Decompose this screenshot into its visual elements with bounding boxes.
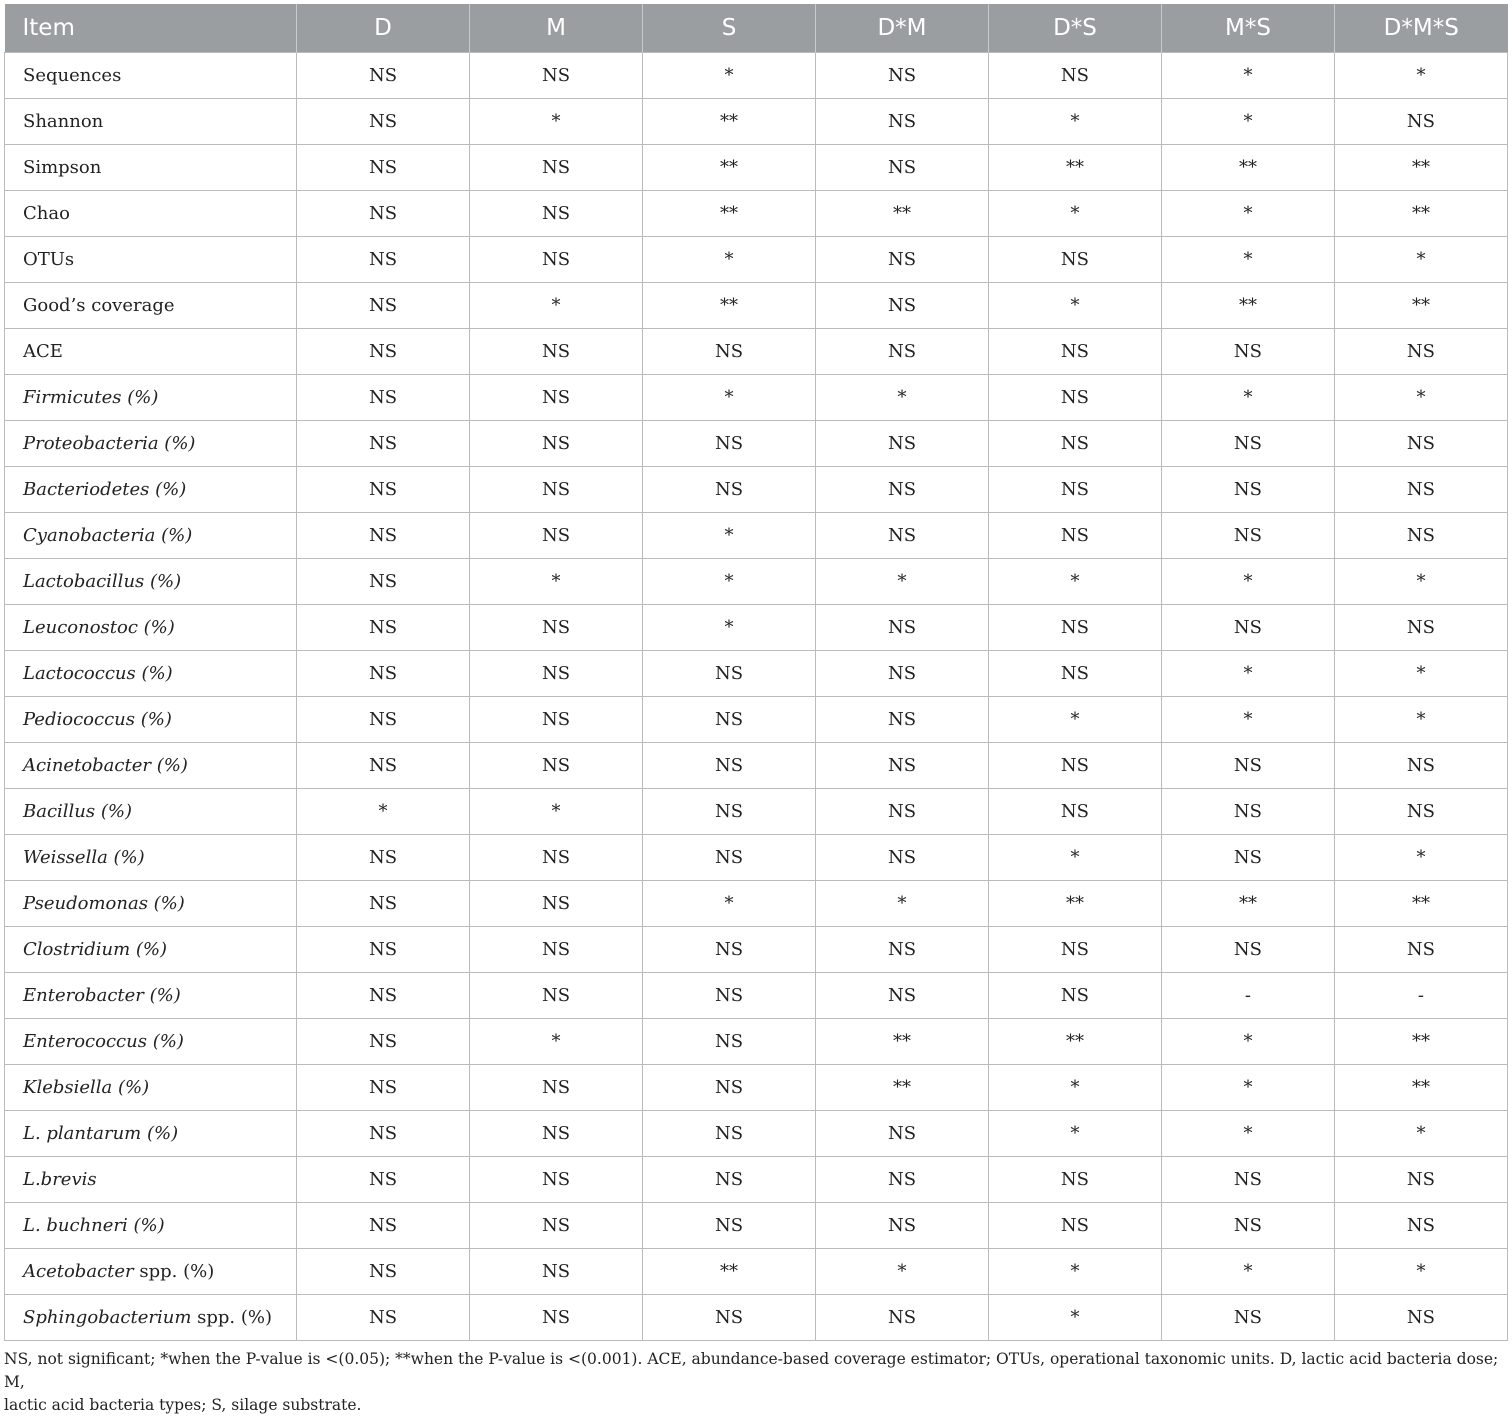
item-name: Good’s coverage xyxy=(23,295,175,316)
significance-cell: NS xyxy=(470,467,643,513)
column-header-d: D xyxy=(297,4,470,53)
significance-cell: NS xyxy=(816,329,989,375)
significance-cell: ** xyxy=(643,1249,816,1295)
significance-cell: NS xyxy=(1334,1295,1507,1341)
significance-cell: NS xyxy=(816,1203,989,1249)
significance-cell: * xyxy=(1334,835,1507,881)
item-name: Enterobacter (%) xyxy=(23,985,181,1006)
significance-cell: NS xyxy=(297,513,470,559)
item-name: Shannon xyxy=(23,111,104,132)
item-name: Enterococcus (%) xyxy=(23,1031,184,1052)
significance-cell: * xyxy=(1161,99,1334,145)
significance-cell: ** xyxy=(988,881,1161,927)
significance-cell: ** xyxy=(1334,1065,1507,1111)
significance-cell: NS xyxy=(1161,513,1334,559)
significance-cell: NS xyxy=(643,973,816,1019)
significance-cell: NS xyxy=(470,53,643,99)
footnote-line-2: lactic acid bacteria types; S, silage substrate. xyxy=(4,1396,362,1414)
significance-table xyxy=(4,4,1508,1341)
item-name: ACE xyxy=(23,341,63,362)
significance-cell: NS xyxy=(470,881,643,927)
row-item-label xyxy=(5,789,297,835)
significance-cell: ** xyxy=(988,1019,1161,1065)
significance-cell: NS xyxy=(988,743,1161,789)
row-item-label xyxy=(5,53,297,99)
significance-cell: NS xyxy=(816,283,989,329)
significance-cell: NS xyxy=(1334,467,1507,513)
significance-cell: NS xyxy=(1161,1203,1334,1249)
row-item-label xyxy=(5,283,297,329)
significance-cell: * xyxy=(988,835,1161,881)
item-name: OTUs xyxy=(23,249,75,270)
significance-cell: * xyxy=(297,789,470,835)
table-row xyxy=(5,283,1508,329)
significance-cell: ** xyxy=(1161,881,1334,927)
significance-cell: NS xyxy=(643,743,816,789)
significance-cell: NS xyxy=(470,927,643,973)
significance-cell: NS xyxy=(470,329,643,375)
significance-cell: NS xyxy=(988,605,1161,651)
significance-cell: NS xyxy=(816,789,989,835)
significance-cell: NS xyxy=(816,835,989,881)
significance-cell: ** xyxy=(643,191,816,237)
item-name: Sphingobacterium xyxy=(23,1307,192,1328)
significance-cell: NS xyxy=(643,651,816,697)
item-name: Acinetobacter (%) xyxy=(23,755,188,776)
significance-cell: NS xyxy=(1334,99,1507,145)
significance-cell: * xyxy=(643,605,816,651)
table-row xyxy=(5,513,1508,559)
significance-cell: NS xyxy=(988,467,1161,513)
significance-cell: ** xyxy=(988,145,1161,191)
table-row xyxy=(5,1019,1508,1065)
significance-cell: NS xyxy=(1334,1203,1507,1249)
significance-cell: NS xyxy=(816,697,989,743)
table-row xyxy=(5,559,1508,605)
row-item-label xyxy=(5,237,297,283)
significance-cell: * xyxy=(643,375,816,421)
significance-cell: NS xyxy=(816,513,989,559)
significance-cell: NS xyxy=(297,559,470,605)
significance-cell: NS xyxy=(988,513,1161,559)
significance-cell: * xyxy=(470,789,643,835)
significance-cell: NS xyxy=(643,1295,816,1341)
significance-cell: NS xyxy=(470,1157,643,1203)
significance-cell: NS xyxy=(297,881,470,927)
significance-cell: NS xyxy=(643,329,816,375)
row-item-label xyxy=(5,973,297,1019)
table-row xyxy=(5,145,1508,191)
item-suffix: spp. (%) xyxy=(191,1307,273,1328)
significance-cell: * xyxy=(1161,1065,1334,1111)
column-header-item: Item xyxy=(5,4,297,53)
item-name: Clostridium (%) xyxy=(23,939,168,960)
significance-cell: ** xyxy=(1161,283,1334,329)
significance-cell: * xyxy=(470,99,643,145)
significance-cell: NS xyxy=(988,973,1161,1019)
significance-cell: NS xyxy=(297,99,470,145)
item-name: L.brevis xyxy=(23,1169,97,1190)
significance-cell: * xyxy=(1161,1249,1334,1295)
item-name: L. plantarum (%) xyxy=(23,1123,179,1144)
table-row xyxy=(5,375,1508,421)
significance-cell: NS xyxy=(1161,329,1334,375)
significance-cell: NS xyxy=(988,927,1161,973)
significance-cell: * xyxy=(816,375,989,421)
row-item-label xyxy=(5,697,297,743)
table-row xyxy=(5,697,1508,743)
significance-cell: NS xyxy=(643,697,816,743)
significance-cell: NS xyxy=(297,651,470,697)
significance-cell: ** xyxy=(1161,145,1334,191)
table-row xyxy=(5,605,1508,651)
significance-cell: NS xyxy=(470,1249,643,1295)
significance-cell: NS xyxy=(297,283,470,329)
row-item-label xyxy=(5,881,297,927)
table-row xyxy=(5,1065,1508,1111)
significance-cell: NS xyxy=(1334,421,1507,467)
item-name: Lactobacillus (%) xyxy=(23,571,182,592)
significance-cell: * xyxy=(1161,191,1334,237)
significance-cell: * xyxy=(988,283,1161,329)
significance-cell: NS xyxy=(816,53,989,99)
table-header-row xyxy=(5,4,1508,53)
table-row xyxy=(5,191,1508,237)
item-name: Leuconostoc (%) xyxy=(23,617,175,638)
significance-cell: NS xyxy=(1161,605,1334,651)
significance-cell: NS xyxy=(470,421,643,467)
significance-cell: NS xyxy=(297,191,470,237)
significance-cell: NS xyxy=(816,973,989,1019)
table-row xyxy=(5,743,1508,789)
significance-cell: ** xyxy=(1334,145,1507,191)
significance-table-container xyxy=(4,4,1508,1341)
table-row xyxy=(5,329,1508,375)
significance-cell: * xyxy=(988,99,1161,145)
significance-cell: NS xyxy=(297,1065,470,1111)
item-name: Chao xyxy=(23,203,70,224)
table-row xyxy=(5,1249,1508,1295)
item-name: Firmicutes (%) xyxy=(23,387,159,408)
significance-cell: NS xyxy=(988,421,1161,467)
significance-cell: * xyxy=(470,1019,643,1065)
significance-cell: NS xyxy=(470,375,643,421)
table-row xyxy=(5,789,1508,835)
significance-cell: * xyxy=(1334,1249,1507,1295)
significance-cell: NS xyxy=(297,1157,470,1203)
row-item-label xyxy=(5,1019,297,1065)
significance-cell: NS xyxy=(1161,743,1334,789)
significance-cell: NS xyxy=(470,697,643,743)
significance-cell: NS xyxy=(816,145,989,191)
significance-cell: NS xyxy=(1161,1157,1334,1203)
significance-cell: NS xyxy=(816,927,989,973)
significance-cell: - xyxy=(1334,973,1507,1019)
significance-cell: * xyxy=(1161,1019,1334,1065)
significance-cell: NS xyxy=(816,743,989,789)
item-name: Pseudomonas (%) xyxy=(23,893,185,914)
significance-cell: * xyxy=(1334,559,1507,605)
significance-cell: ** xyxy=(816,1065,989,1111)
significance-cell: * xyxy=(643,559,816,605)
significance-cell: NS xyxy=(470,191,643,237)
significance-cell: NS xyxy=(816,237,989,283)
significance-cell: ** xyxy=(643,145,816,191)
significance-cell: NS xyxy=(470,1111,643,1157)
table-row xyxy=(5,1203,1508,1249)
significance-cell: NS xyxy=(1161,835,1334,881)
significance-cell: NS xyxy=(470,835,643,881)
significance-cell: NS xyxy=(643,421,816,467)
significance-cell: * xyxy=(470,559,643,605)
row-item-label xyxy=(5,1295,297,1341)
significance-cell: * xyxy=(1161,375,1334,421)
item-name: Klebsiella (%) xyxy=(23,1077,150,1098)
significance-cell: NS xyxy=(988,329,1161,375)
significance-cell: NS xyxy=(470,973,643,1019)
significance-cell: * xyxy=(1334,53,1507,99)
significance-cell: NS xyxy=(1161,421,1334,467)
significance-cell: NS xyxy=(988,1203,1161,1249)
significance-cell: ** xyxy=(816,1019,989,1065)
significance-cell: * xyxy=(816,881,989,927)
row-item-label xyxy=(5,467,297,513)
item-name: Weissella (%) xyxy=(23,847,145,868)
significance-cell: * xyxy=(470,283,643,329)
significance-cell: NS xyxy=(297,973,470,1019)
row-item-label xyxy=(5,421,297,467)
significance-cell: * xyxy=(988,191,1161,237)
significance-cell: NS xyxy=(643,835,816,881)
significance-cell: NS xyxy=(643,1203,816,1249)
significance-cell: NS xyxy=(297,1111,470,1157)
row-item-label xyxy=(5,329,297,375)
significance-cell: NS xyxy=(297,1019,470,1065)
significance-cell: * xyxy=(1334,237,1507,283)
significance-cell: * xyxy=(1334,375,1507,421)
significance-cell: NS xyxy=(1334,1157,1507,1203)
significance-cell: NS xyxy=(816,605,989,651)
significance-cell: - xyxy=(1161,973,1334,1019)
significance-cell: * xyxy=(988,1111,1161,1157)
significance-cell: NS xyxy=(816,1157,989,1203)
column-header-dxmxs: D*M*S xyxy=(1334,4,1507,53)
significance-cell: * xyxy=(643,513,816,559)
significance-cell: NS xyxy=(643,467,816,513)
significance-cell: NS xyxy=(470,1065,643,1111)
table-row xyxy=(5,835,1508,881)
table-row xyxy=(5,467,1508,513)
significance-cell: NS xyxy=(1334,927,1507,973)
significance-cell: * xyxy=(643,237,816,283)
row-item-label xyxy=(5,559,297,605)
significance-cell: NS xyxy=(1161,1295,1334,1341)
significance-cell: NS xyxy=(643,1019,816,1065)
table-body xyxy=(5,53,1508,1341)
significance-cell: NS xyxy=(988,53,1161,99)
row-item-label xyxy=(5,191,297,237)
table-row xyxy=(5,881,1508,927)
significance-cell: NS xyxy=(1161,927,1334,973)
significance-cell: ** xyxy=(1334,1019,1507,1065)
significance-cell: NS xyxy=(1334,513,1507,559)
significance-cell: * xyxy=(1161,53,1334,99)
significance-cell: NS xyxy=(297,927,470,973)
significance-cell: NS xyxy=(1161,467,1334,513)
significance-cell: NS xyxy=(470,605,643,651)
row-item-label xyxy=(5,1111,297,1157)
significance-cell: NS xyxy=(643,789,816,835)
row-item-label xyxy=(5,99,297,145)
significance-cell: * xyxy=(1334,651,1507,697)
item-name: Acetobacter xyxy=(23,1261,134,1282)
row-item-label xyxy=(5,375,297,421)
significance-cell: NS xyxy=(297,1249,470,1295)
item-name: L. buchneri (%) xyxy=(23,1215,165,1236)
significance-cell: NS xyxy=(297,605,470,651)
row-item-label xyxy=(5,743,297,789)
significance-cell: * xyxy=(1334,697,1507,743)
footnote-line-1: NS, not significant; *when the P-value is <(0.05); **when the P-value is <(0.001). ACE, abundance-based coverage estimator; OTUs, operational taxonomic units. D, lactic acid bacteria dose; M, xyxy=(4,1350,1499,1391)
significance-cell: NS xyxy=(470,145,643,191)
significance-cell: NS xyxy=(297,329,470,375)
table-row xyxy=(5,53,1508,99)
significance-cell: NS xyxy=(1334,605,1507,651)
significance-cell: * xyxy=(643,881,816,927)
significance-cell: NS xyxy=(816,421,989,467)
table-row xyxy=(5,421,1508,467)
significance-cell: NS xyxy=(470,237,643,283)
significance-cell: NS xyxy=(1334,329,1507,375)
significance-cell: NS xyxy=(470,513,643,559)
table-row xyxy=(5,1157,1508,1203)
significance-cell: * xyxy=(1161,237,1334,283)
significance-cell: * xyxy=(1161,697,1334,743)
significance-cell: NS xyxy=(297,375,470,421)
significance-cell: NS xyxy=(297,145,470,191)
significance-cell: * xyxy=(816,1249,989,1295)
significance-cell: ** xyxy=(1334,191,1507,237)
table-row xyxy=(5,651,1508,697)
significance-cell: NS xyxy=(470,651,643,697)
item-name: Bacillus (%) xyxy=(23,801,133,822)
significance-cell: * xyxy=(988,1295,1161,1341)
significance-cell: NS xyxy=(297,1203,470,1249)
row-item-label xyxy=(5,1065,297,1111)
item-name: Cyanobacteria (%) xyxy=(23,525,193,546)
significance-cell: NS xyxy=(470,1295,643,1341)
significance-cell: * xyxy=(988,1249,1161,1295)
significance-cell: * xyxy=(1161,651,1334,697)
table-row xyxy=(5,927,1508,973)
row-item-label xyxy=(5,605,297,651)
significance-cell: NS xyxy=(816,467,989,513)
row-item-label xyxy=(5,145,297,191)
significance-cell: * xyxy=(1161,559,1334,605)
significance-cell: NS xyxy=(988,789,1161,835)
table-row xyxy=(5,973,1508,1019)
row-item-label xyxy=(5,927,297,973)
significance-cell: * xyxy=(643,53,816,99)
significance-cell: NS xyxy=(1161,789,1334,835)
significance-cell: NS xyxy=(297,421,470,467)
significance-cell: NS xyxy=(988,651,1161,697)
row-item-label xyxy=(5,1157,297,1203)
significance-cell: ** xyxy=(816,191,989,237)
significance-cell: NS xyxy=(470,1203,643,1249)
significance-cell: ** xyxy=(643,283,816,329)
column-header-s: S xyxy=(643,4,816,53)
table-row xyxy=(5,1295,1508,1341)
row-item-label xyxy=(5,835,297,881)
significance-cell: NS xyxy=(470,743,643,789)
significance-cell: NS xyxy=(297,835,470,881)
significance-cell: NS xyxy=(816,1111,989,1157)
column-header-m: M xyxy=(470,4,643,53)
significance-cell: NS xyxy=(643,927,816,973)
significance-cell: ** xyxy=(643,99,816,145)
table-footnote xyxy=(4,1348,1504,1417)
significance-cell: NS xyxy=(643,1065,816,1111)
significance-cell: * xyxy=(1161,1111,1334,1157)
significance-cell: NS xyxy=(988,237,1161,283)
column-header-dxm: D*M xyxy=(816,4,989,53)
significance-cell: NS xyxy=(1334,743,1507,789)
row-item-label xyxy=(5,1249,297,1295)
significance-cell: * xyxy=(988,697,1161,743)
significance-cell: * xyxy=(988,559,1161,605)
significance-cell: ** xyxy=(1334,283,1507,329)
table-row xyxy=(5,99,1508,145)
row-item-label xyxy=(5,513,297,559)
significance-cell: NS xyxy=(297,53,470,99)
significance-cell: NS xyxy=(643,1111,816,1157)
significance-cell: NS xyxy=(297,1295,470,1341)
item-name: Simpson xyxy=(23,157,102,178)
significance-cell: NS xyxy=(816,99,989,145)
significance-cell: NS xyxy=(297,697,470,743)
significance-cell: NS xyxy=(297,237,470,283)
significance-cell: NS xyxy=(643,1157,816,1203)
item-name: Proteobacteria (%) xyxy=(23,433,196,454)
significance-cell: * xyxy=(988,1065,1161,1111)
significance-cell: NS xyxy=(1334,789,1507,835)
significance-cell: NS xyxy=(988,1157,1161,1203)
significance-cell: NS xyxy=(297,743,470,789)
significance-cell: NS xyxy=(297,467,470,513)
significance-cell: ** xyxy=(1334,881,1507,927)
table-row xyxy=(5,237,1508,283)
significance-cell: * xyxy=(1334,1111,1507,1157)
significance-cell: NS xyxy=(816,1295,989,1341)
item-name: Lactococcus (%) xyxy=(23,663,173,684)
item-name: Sequences xyxy=(23,65,122,86)
row-item-label xyxy=(5,1203,297,1249)
significance-cell: NS xyxy=(988,375,1161,421)
significance-cell: NS xyxy=(816,651,989,697)
column-header-mxs: M*S xyxy=(1161,4,1334,53)
table-row xyxy=(5,1111,1508,1157)
item-name: Pediococcus (%) xyxy=(23,709,172,730)
item-name: Bacteriodetes (%) xyxy=(23,479,187,500)
row-item-label xyxy=(5,651,297,697)
item-suffix: spp. (%) xyxy=(133,1261,215,1282)
significance-cell: * xyxy=(816,559,989,605)
column-header-dxs: D*S xyxy=(988,4,1161,53)
